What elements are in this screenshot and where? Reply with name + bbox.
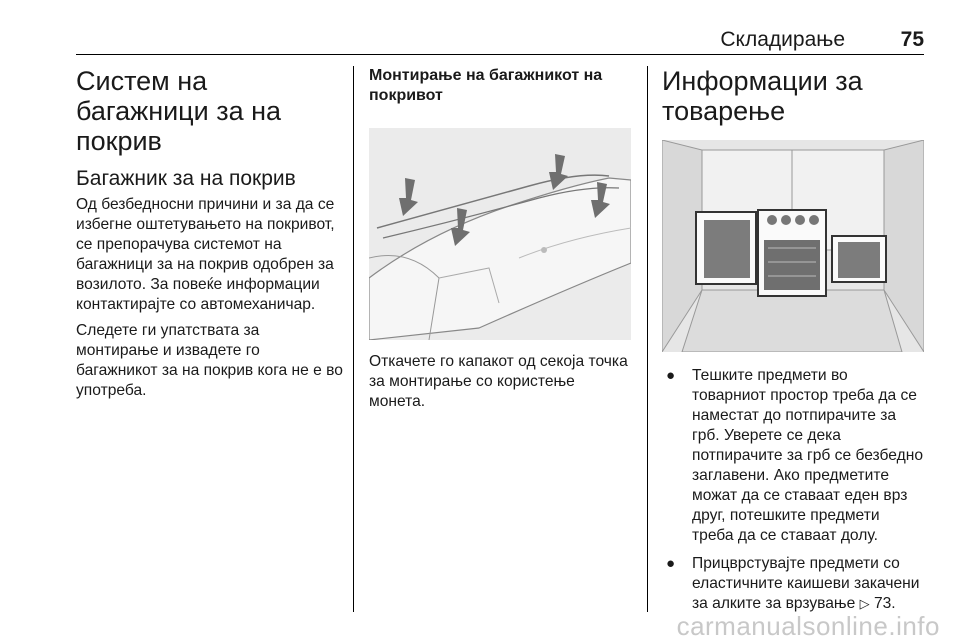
section-heading-loading-information: Информации за товарење	[662, 66, 863, 126]
heading-roof-rack-mounting: Монтирање на багажникот на покривот	[369, 67, 603, 104]
bullet-dot-icon: ●	[666, 367, 676, 384]
page-number: 75	[900, 28, 924, 51]
watermark: carmanualsonline.info	[676, 611, 940, 641]
column-divider-left	[353, 66, 354, 612]
bullet-dot-icon: ●	[666, 555, 676, 572]
cargo-area-illustration	[662, 140, 924, 352]
header-divider	[76, 54, 924, 55]
middle-column	[369, 66, 633, 418]
left-column	[76, 66, 344, 407]
paragraph-instructions: Следете ги упатствата за монтирање и извадете го багажникот за на покрив кога не е во употреба.	[76, 322, 343, 399]
section-heading-roof-rack-system: Систем на багажници за на покрив	[76, 66, 282, 156]
caption-remove-cover: Откачете го капакот од секоја точка за монтирање со користење монета.	[369, 353, 628, 410]
right-column	[662, 66, 924, 622]
list-item	[662, 366, 924, 546]
loading-bullet-list	[662, 366, 924, 614]
car-roof-illustration	[369, 128, 631, 340]
bottle-crate-icon	[758, 210, 826, 296]
box-icon	[832, 236, 886, 282]
figure-cargo-loading	[662, 140, 924, 352]
bullet-text: Прицврстувајте предмети со еластичните каишеви закачени за алките за врзување	[692, 555, 920, 612]
figure-roof-mounting-points	[369, 128, 631, 340]
header-title: Складирање	[720, 28, 845, 51]
box-icon	[696, 212, 756, 284]
list-item	[662, 554, 924, 614]
paragraph-safety: Од безбедносни причини и за да се избегне оштетувањето на покривот, се препорачува системот на багажници за на покрив одобрен за возилото. За повеќе информации контактирајте со автомеханичар.	[76, 196, 335, 313]
bullet-text: Тешките предмети во товарниот простор треба да се наместат до потпирачите за грб. Уверете се дека потпирачите за грб се безбедно заглавени. Ако предметите можат да се ставаат еден врз друг, потешките предмети треба да се ставаат долу.	[692, 367, 923, 544]
subsection-heading-roof-rack: Багажник за на покрив	[76, 167, 296, 190]
page-reference-icon[interactable]: ▷	[859, 596, 870, 611]
page-reference-number[interactable]: 73.	[873, 595, 896, 612]
column-divider-right	[647, 66, 648, 612]
